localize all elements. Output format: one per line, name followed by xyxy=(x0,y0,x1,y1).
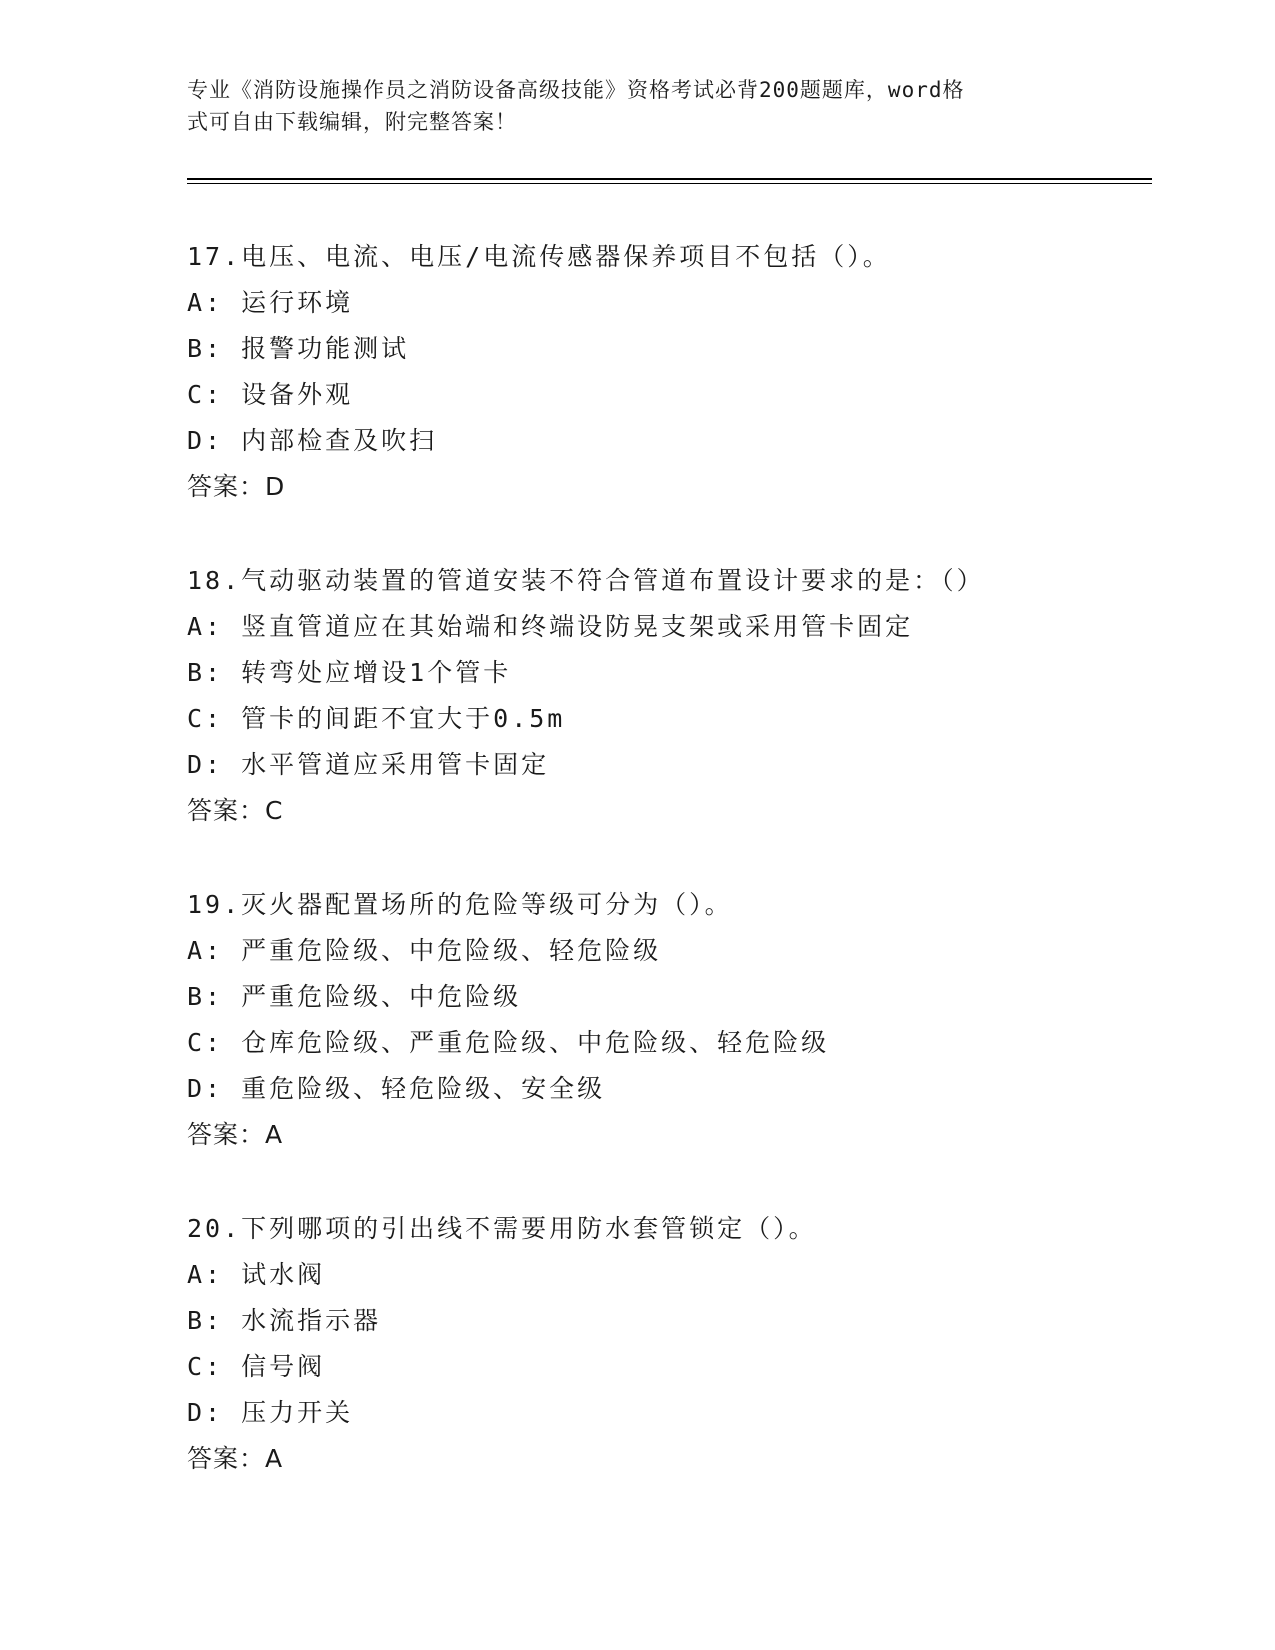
option-c: C: 设备外观 xyxy=(187,380,354,409)
header-line-2: 式可自由下载编辑，附完整答案！ xyxy=(187,110,517,134)
question-stem: 18.气动驱动装置的管道安装不符合管道布置设计要求的是：（） xyxy=(187,566,985,595)
header-divider-thick xyxy=(187,178,1152,180)
option-d: D: 压力开关 xyxy=(187,1398,354,1427)
option-a: A: 运行环境 xyxy=(187,288,354,317)
option-b: B: 严重危险级、中危险级 xyxy=(187,982,522,1011)
header-divider-thin xyxy=(187,183,1152,184)
option-a: A: 严重危险级、中危险级、轻危险级 xyxy=(187,936,662,965)
answer-line: 答案：A xyxy=(187,1120,284,1149)
answer-line: 答案：A xyxy=(187,1444,284,1473)
document-header xyxy=(187,74,1087,138)
option-c: C: 信号阀 xyxy=(187,1352,326,1381)
option-c: C: 管卡的间距不宜大于0.5m xyxy=(187,704,566,733)
question-stem: 20.下列哪项的引出线不需要用防水套管锁定（）。 xyxy=(187,1214,817,1243)
question-list xyxy=(187,234,1152,1530)
option-d: D: 重危险级、轻危险级、安全级 xyxy=(187,1074,606,1103)
option-d: D: 水平管道应采用管卡固定 xyxy=(187,750,550,779)
answer-line: 答案：C xyxy=(187,796,284,825)
question-18 xyxy=(187,558,1152,834)
question-stem: 17.电压、电流、电压/电流传感器保养项目不包括（）。 xyxy=(187,242,891,271)
option-b: B: 报警功能测试 xyxy=(187,334,410,363)
option-b: B: 水流指示器 xyxy=(187,1306,382,1335)
option-b: B: 转弯处应增设1个管卡 xyxy=(187,658,512,687)
option-c: C: 仓库危险级、严重危险级、中危险级、轻危险级 xyxy=(187,1028,830,1057)
question-20 xyxy=(187,1206,1152,1482)
option-d: D: 内部检查及吹扫 xyxy=(187,426,438,455)
answer-line: 答案：D xyxy=(187,472,286,501)
option-a: A: 试水阀 xyxy=(187,1260,326,1289)
question-17 xyxy=(187,234,1152,510)
question-stem: 19.灭火器配置场所的危险等级可分为（）。 xyxy=(187,890,733,919)
header-line-1: 专业《消防设施操作员之消防设备高级技能》资格考试必背200题题库，word格 xyxy=(187,78,965,102)
option-a: A: 竖直管道应在其始端和终端设防晃支架或采用管卡固定 xyxy=(187,612,914,641)
question-19 xyxy=(187,882,1152,1158)
